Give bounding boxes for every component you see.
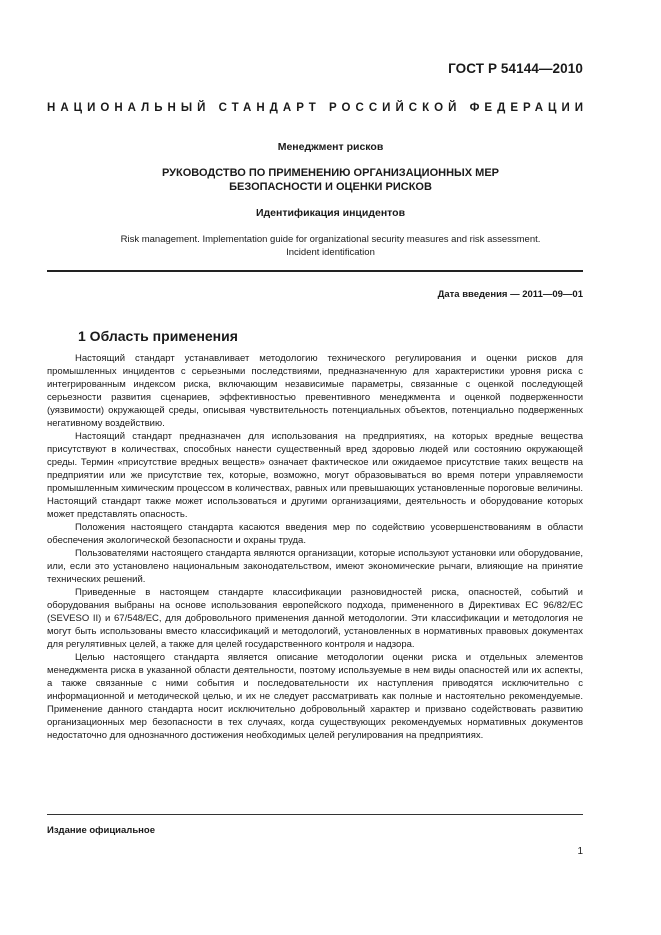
standard-code: ГОСТ Р 54144—2010 xyxy=(448,61,583,76)
paragraph: Пользователями настоящего стандарта являются организации, которые используют установки или оборудование, или, если это установлено национальным законодательством, имеют экономические рычаги, влияющие на принятие технических решений. xyxy=(47,548,583,585)
introduction-date: Дата введения — 2011—09—01 xyxy=(437,289,583,300)
title-line-2: БЕЗОПАСНОСТИ И ОЦЕНКИ РИСКОВ xyxy=(229,181,432,193)
header-divider xyxy=(47,270,583,272)
national-standard-text xyxy=(47,99,583,115)
national-standard-banner xyxy=(47,99,583,115)
section-heading: 1 Область применения xyxy=(78,328,238,344)
paragraph: Настоящий стандарт устанавливает методологию технического регулирования и оценки рисков для промышленных инцидентов с серьезными последствиями, предназначенную для характеристики уровня риска с интегрированным индексом риска, включающим независимые параметры, связанные с оценкой последующей серьезности развития сценариев, эффективностью превентивного менеджмента и оценкой подверженности (уязвимости) окружающей среды, описывая чувствительность потенциальных объектов, потенциально подверженных негативному воздействию. xyxy=(47,353,583,429)
document-title xyxy=(47,166,614,194)
footer-divider xyxy=(47,814,583,815)
section-body xyxy=(47,352,583,742)
official-edition-label: Издание официальное xyxy=(47,825,155,836)
page-number: 1 xyxy=(577,846,583,857)
english-title-line-2: Incident identification xyxy=(286,247,375,258)
paragraph: Приведенные в настоящем стандарте классификации разновидностей риска, опасностей, событий и оборудования выбраны на основе использования европейского подхода, примененного в Директивах ЕС 96/82/ЕС (SEVESO II) и 67/548/ЕС, для добровольного применения данной методологии. Эти классификации и методология не могут быть использованы вместо классификаций и методологий, установленных в нормативных правовых документах для регулятивных целей, а также для целей государственного контроля и надзора. xyxy=(47,587,583,650)
document-subtitle: Идентификация инцидентов xyxy=(255,207,406,219)
paragraph: Настоящий стандарт предназначен для использования на предприятиях, на которых вредные вещества присутствуют в количествах, способных нанести существенный вред здоровью людей или состоянию окружающей среды. Термин «присутствие вредных веществ» означает фактическое или ожидаемое присутствие таких веществ на предприятии или же присутствие тех, которые, возможно, могут образовываться во время потери управляемости промышленным химическим процессом в количествах, равных или превышающих установленные пороговые величины. Настоящий стандарт также может использоваться и другими организациями, деятельность и оборудование которых может представлять опасность. xyxy=(47,431,583,520)
title-line-1: РУКОВОДСТВО ПО ПРИМЕНЕНИЮ ОРГАНИЗАЦИОННЫХ МЕР xyxy=(161,167,500,179)
paragraph: Положения настоящего стандарта касаются введения мер по содействию усовершенствованиям в области обеспечения экологической безопасности и охраны труда. xyxy=(47,522,583,546)
english-title-line-1: Risk management. Implementation guide for organizational security measures and risk assessment. xyxy=(120,234,541,245)
english-title xyxy=(47,233,614,259)
national-standard-label: НАЦИОНАЛЬНЫЙ СТАНДАРТ РОССИЙСКОЙ ФЕДЕРАЦИИ xyxy=(47,102,583,114)
document-topic: Менеджмент рисков xyxy=(277,141,384,153)
paragraph: Целью настоящего стандарта является описание методологии оценки риска и отдельных элементов менеджмента риска в указанной области деятельности, поэтому используемые в нем виды опасностей или их аспекты, а также связанные с ними события и последовательности их наступления приводятся исключительно с информационной и методической целью, и их не следует рассматривать как полные и настоятельно рекомендуемые. Применение данного стандарта носит исключительно добровольный характер и призвано содействовать развитию организационных мер безопасности в тех случаях, когда существующих рекомендуемых нормативных документов недостаточно для однозначного достижения необходимых целей регулирования на предприятиях. xyxy=(47,652,583,741)
